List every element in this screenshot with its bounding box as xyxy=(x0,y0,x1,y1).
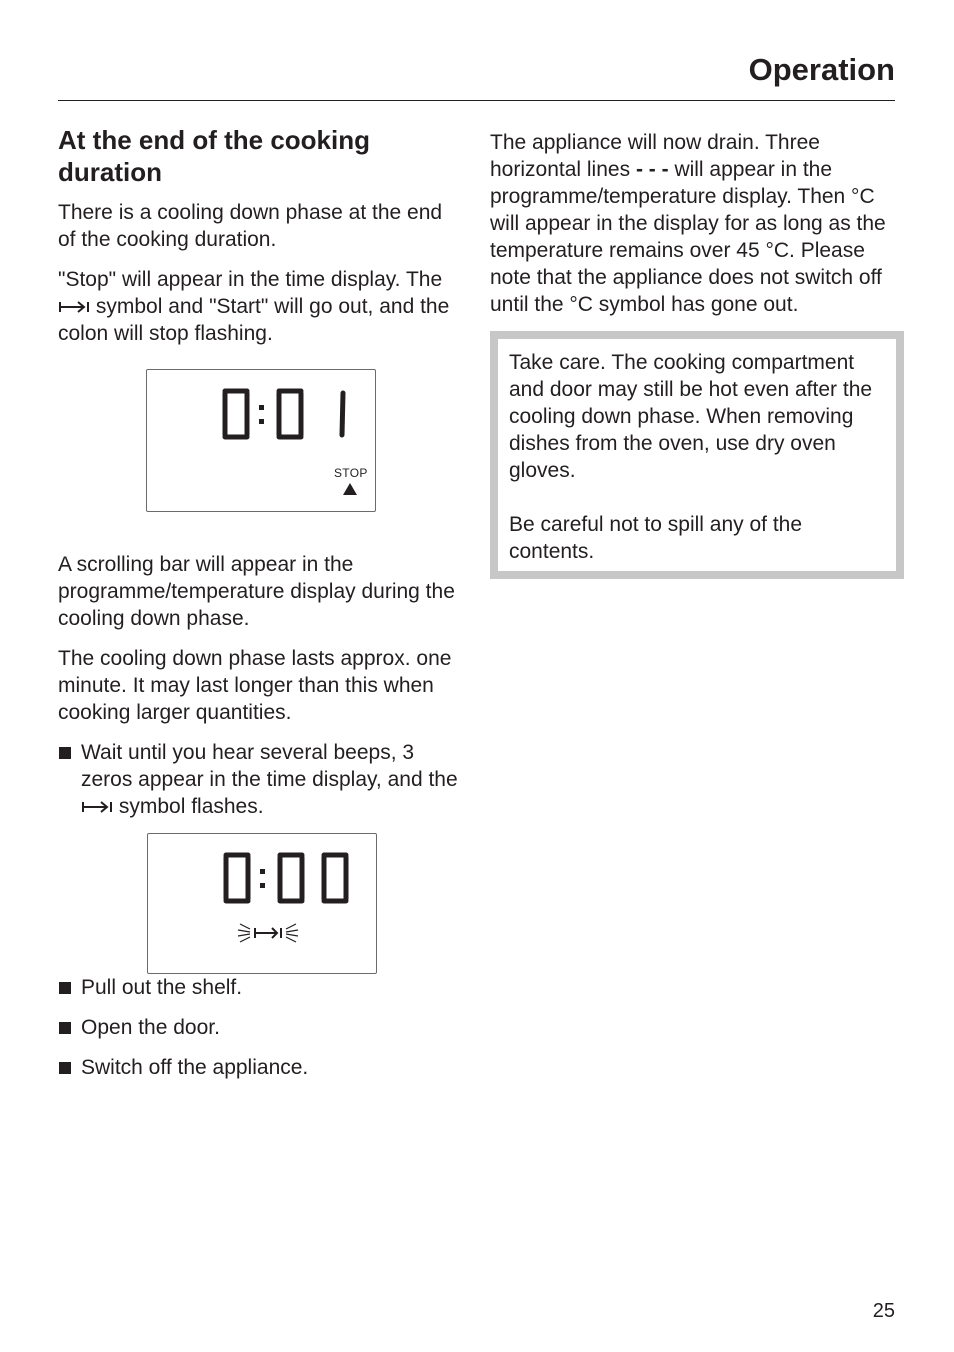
triangle-up-icon xyxy=(343,483,357,495)
intro-paragraph: There is a cooling down phase at the end of the cooking duration. xyxy=(58,201,443,251)
bullet-icon xyxy=(59,747,71,759)
right-column xyxy=(490,129,896,579)
warning-box xyxy=(490,331,904,579)
arrow-to-bar-icon xyxy=(81,799,113,815)
warning-text: Take care. The cooking compartment and door may still be hot even after the cooling down phase. When removing dishes from the oven, use dry oven gloves. xyxy=(509,351,873,482)
list-item: Pull out the shelf. xyxy=(58,974,463,1001)
scrolling-bar-paragraph: A scrolling bar will appear in the programme/temperature display during the cooling down phase. xyxy=(58,553,455,630)
warning-text: Be careful not to spill any of the contents. xyxy=(509,513,803,563)
time-display-digits xyxy=(221,387,361,443)
list-item: Open the door. xyxy=(58,1014,463,1041)
time-display-zero xyxy=(147,833,377,974)
page-title: Operation xyxy=(748,52,895,87)
section-heading: At the end of the cooking duration xyxy=(58,125,370,187)
wait-step-list xyxy=(58,739,463,820)
list-item: Switch off the appliance. xyxy=(58,1054,463,1081)
cooling-duration-paragraph: The cooling down phase lasts approx. one minute. It may last longer than this when cooking larger quantities. xyxy=(58,647,452,724)
time-display-digits xyxy=(222,851,362,907)
flashing-end-symbol-icon xyxy=(238,920,298,946)
list-item: Wait until you hear several beeps, 3 zeros appear in the time display, and the symbol flashes. xyxy=(58,739,463,820)
bullet-icon xyxy=(59,1022,71,1034)
stop-indicator-label: STOP xyxy=(334,466,368,480)
page-number: 25 xyxy=(872,1300,895,1322)
bullet-icon xyxy=(59,1062,71,1074)
stop-paragraph: "Stop" will appear in the time display. The symbol and "Start" will go out, and the colon will stop flashing. xyxy=(58,268,450,345)
final-step-list xyxy=(58,974,463,1081)
drain-paragraph: The appliance will now drain. Three horizontal lines - - - will appear in the programme/temperature display. Then °C will appear in the display for as long as the temperature remains over 45 °C. Please note that the appliance does not switch off until the °C symbol has gone out. xyxy=(490,131,886,316)
bullet-icon xyxy=(59,982,71,994)
time-display-stop xyxy=(146,369,376,512)
left-column xyxy=(58,124,463,1094)
arrow-to-bar-icon xyxy=(58,299,90,315)
header-divider xyxy=(58,100,895,101)
